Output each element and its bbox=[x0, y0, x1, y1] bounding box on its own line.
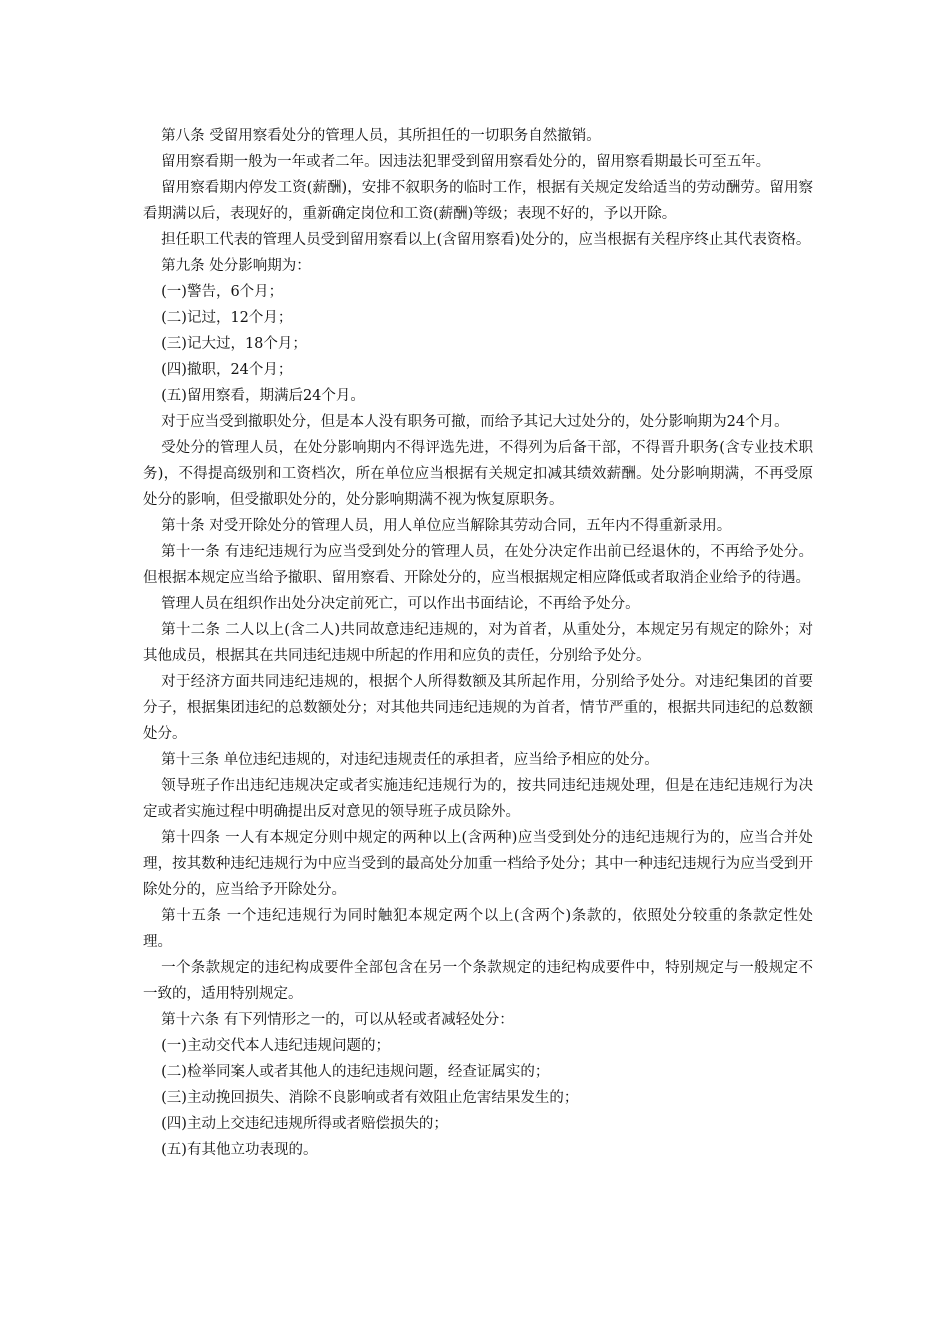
paragraph: 对于应当受到撤职处分，但是本人没有职务可撤，而给予其记大过处分的，处分影响期为24个月。 bbox=[161, 414, 789, 430]
list-item: (四)主动上交违纪违规所得或者赔偿损失的； bbox=[161, 1116, 448, 1132]
paragraph: 第十五条 一个违纪违规行为同时触犯本规定两个以上(含两个)条款的，依照处分较重的条款定性处理。 bbox=[143, 908, 813, 950]
list-item: (二)记过，12个月； bbox=[161, 310, 293, 326]
list-item: (五)留用察看，期满后24个月。 bbox=[161, 388, 365, 404]
list-item: (三)主动挽回损失、消除不良影响或者有效阻止危害结果发生的； bbox=[161, 1090, 579, 1106]
document-body bbox=[143, 123, 813, 1163]
list-item: (三)记大过，18个月； bbox=[161, 336, 307, 352]
paragraph: 第十六条 有下列情形之一的，可以从轻或者减轻处分： bbox=[161, 1012, 514, 1028]
paragraph: 管理人员在组织作出处分决定前死亡，可以作出书面结论，不再给予处分。 bbox=[161, 596, 640, 612]
paragraph: 一个条款规定的违纪构成要件全部包含在另一个条款规定的违纪构成要件中，特别规定与一般规定不一致的，适用特别规定。 bbox=[143, 960, 813, 1002]
paragraph: 留用察看期内停发工资(薪酬)，安排不叙职务的临时工作，根据有关规定发给适当的劳动酬劳。留用察看期满以后，表现好的，重新确定岗位和工资(薪酬)等级；表现不好的，予以开除。 bbox=[143, 180, 813, 222]
list-item: (五)有其他立功表现的。 bbox=[161, 1142, 318, 1158]
paragraph: 担任职工代表的管理人员受到留用察看以上(含留用察看)处分的，应当根据有关程序终止其代表资格。 bbox=[161, 232, 811, 248]
paragraph: 第十三条 单位违纪违规的，对违纪违规责任的承担者，应当给予相应的处分。 bbox=[161, 752, 659, 768]
paragraph: 对于经济方面共同违纪违规的，根据个人所得数额及其所起作用，分别给予处分。对违纪集团的首要分子，根据集团违纪的总数额处分；对其他共同违纪违规的为首者，情节严重的，根据共同违纪的总数额处分。 bbox=[143, 674, 813, 742]
paragraph: 第八条 受留用察看处分的管理人员，其所担任的一切职务自然撤销。 bbox=[161, 128, 601, 144]
paragraph: 留用察看期一般为一年或者二年。因违法犯罪受到留用察看处分的，留用察看期最长可至五年。 bbox=[161, 154, 771, 170]
list-item: (一)警告，6个月； bbox=[161, 284, 284, 300]
paragraph: 受处分的管理人员，在处分影响期内不得评选先进，不得列为后备干部，不得晋升职务(含专业技术职务)，不得提高级别和工资档次，所在单位应当根据有关规定扣减其绩效薪酬。处分影响期满，不再受原处分的影响，但受撤职处分的，处分影响期满不视为恢复原职务。 bbox=[143, 440, 813, 508]
list-item: (一)主动交代本人违纪违规问题的； bbox=[161, 1038, 390, 1054]
paragraph: 第十一条 有违纪违规行为应当受到处分的管理人员，在处分决定作出前已经退休的，不再给予处分。但根据本规定应当给予撤职、留用察看、开除处分的，应当根据规定相应降低或者取消企业给予的待遇。 bbox=[143, 544, 813, 586]
list-item: (二)检举同案人或者其他人的违纪违规问题，经查证属实的； bbox=[161, 1064, 550, 1080]
paragraph: 第十二条 二人以上(含二人)共同故意违纪违规的，对为首者，从重处分，本规定另有规定的除外；对其他成员，根据其在共同违纪违规中所起的作用和应负的责任，分别给予处分。 bbox=[143, 622, 813, 664]
paragraph: 第九条 处分影响期为： bbox=[161, 258, 311, 274]
list-item: (四)撤职，24个月； bbox=[161, 362, 293, 378]
paragraph: 第十四条 一人有本规定分则中规定的两种以上(含两种)应当受到处分的违纪违规行为的，应当合并处理，按其数种违纪违规行为中应当受到的最高处分加重一档给予处分；其中一种违纪违规行为应当受到开除处分的，应当给予开除处分。 bbox=[143, 830, 813, 898]
paragraph: 领导班子作出违纪违规决定或者实施违纪违规行为的，按共同违纪违规处理，但是在违纪违规行为决定或者实施过程中明确提出反对意见的领导班子成员除外。 bbox=[143, 778, 813, 820]
paragraph: 第十条 对受开除处分的管理人员，用人单位应当解除其劳动合同，五年内不得重新录用。 bbox=[161, 518, 732, 534]
